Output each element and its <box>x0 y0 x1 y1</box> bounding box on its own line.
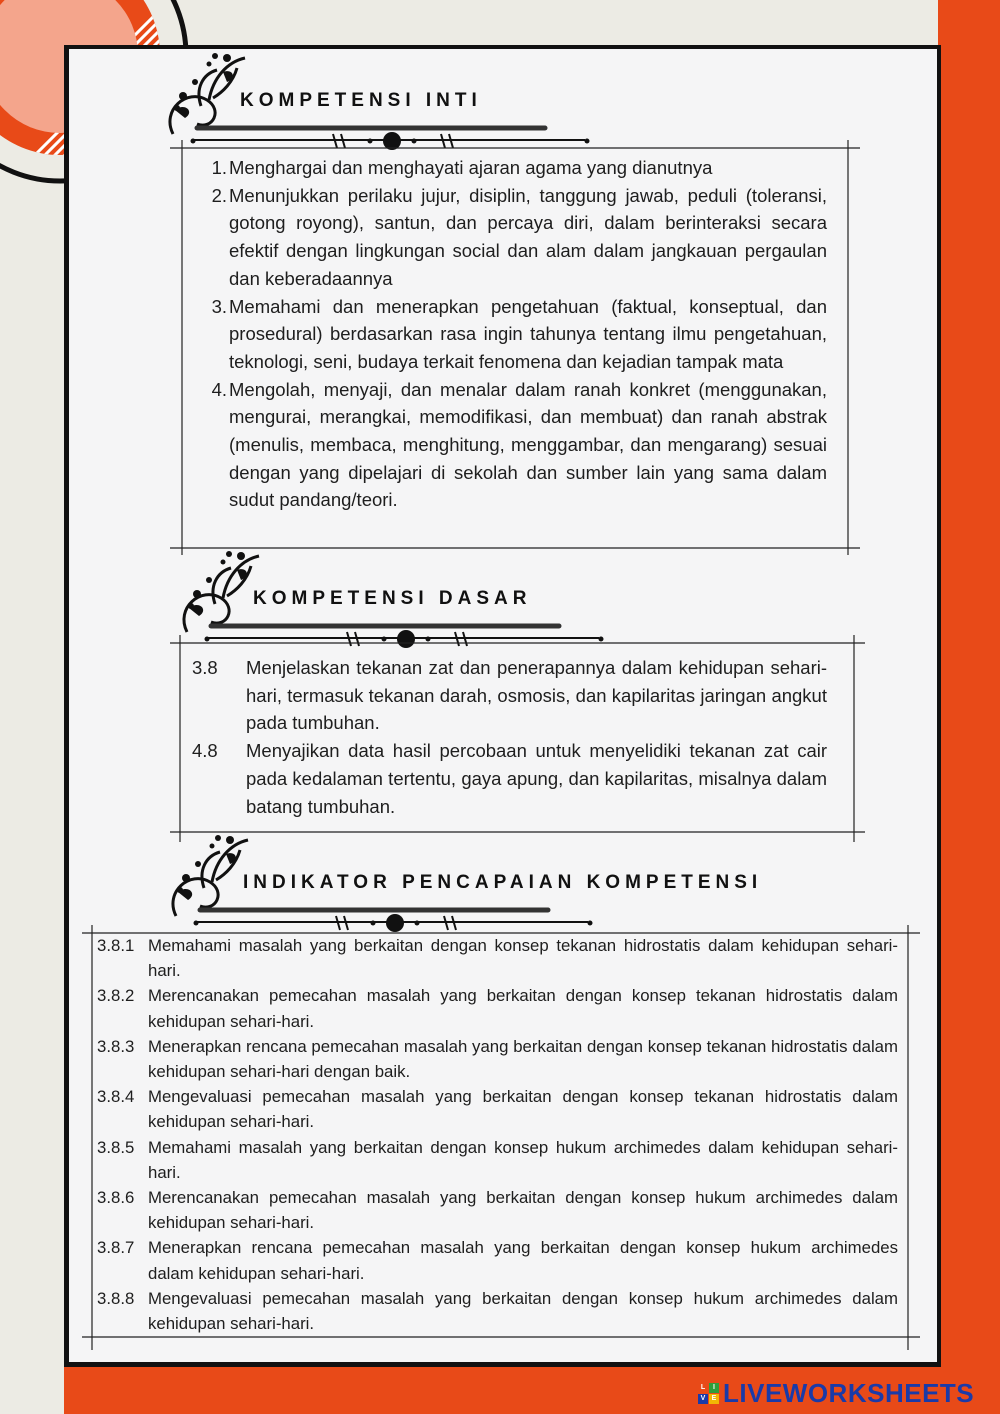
item-text: Menerapkan rencana pemecahan masalah yang berkaitan dengan konsep tekanan hidrostatis dalam kehidupan sehari-hari dengan baik. <box>148 1036 898 1082</box>
item-text: Mengevaluasi pemecahan masalah yang berkaitan dengan konsep tekanan hidrostatis dalam kehidupan sehari-hari. <box>148 1087 898 1132</box>
item-text: Menghargai dan menghayati ajaran agama yang dianutnya <box>229 157 713 178</box>
list-item <box>97 1034 898 1084</box>
item-number: 3.8.1 <box>97 936 135 955</box>
item-number: 3.8.8 <box>97 1288 135 1308</box>
liveworksheets-watermark[interactable] <box>698 1378 974 1408</box>
logo-letter: I <box>709 1383 719 1393</box>
list-item <box>193 293 827 376</box>
item-number: 2. <box>211 184 227 206</box>
heading-kompetensi-inti: KOMPETENSI INTI <box>240 90 482 111</box>
orange-side-bar <box>938 0 1000 1414</box>
list-item <box>193 182 827 293</box>
list-item <box>97 983 898 1033</box>
list-kompetensi-dasar <box>192 654 827 820</box>
list-item <box>97 1084 898 1134</box>
liveworksheets-logo-icon <box>698 1383 719 1404</box>
item-number: 3.8.5 <box>97 1137 135 1157</box>
item-text: Merencanakan pemecahan masalah yang berkaitan dengan konsep tekanan hidrostatis dalam kehidupan sehari-hari. <box>148 986 898 1031</box>
heading-indikator-pencapaian-kompetensi: INDIKATOR PENCAPAIAN KOMPETENSI <box>243 872 763 893</box>
list-item <box>97 1185 898 1235</box>
item-text: Menunjukkan perilaku jujur, disiplin, tanggung jawab, peduli (toleransi, gotong royong), santun, dan percaya diri, dalam berinteraksi secara efektif dengan lingkungan social dan alam dalam jangkauan pergaulan dan keberadaannya <box>229 184 827 289</box>
item-number: 4.8 <box>192 740 218 762</box>
heading-kompetensi-dasar: KOMPETENSI DASAR <box>253 588 532 609</box>
item-text: Mengolah, menyaji, dan menalar dalam ranah konkret (menggunakan, mengurai, merangkai, memodifikasi, dan membuat) dan ranah abstrak (menulis, membaca, menghitung, menggambar, dan mengarang) sesuai dengan yang dipelajari di sekolah dan sumber lain yang sama dalam sudut pandang/teori. <box>229 378 827 511</box>
watermark-text: LIVEWORKSHEETS <box>723 1377 975 1408</box>
list-item <box>97 1235 898 1285</box>
list-item <box>192 654 827 737</box>
item-text: Menerapkan rencana pemecahan masalah yang berkaitan dengan konsep hukum archimedes dalam kehidupan sehari-hari. <box>148 1238 898 1283</box>
logo-letter: E <box>709 1394 719 1404</box>
list-item <box>97 933 898 983</box>
item-text: Merencanakan pemecahan masalah yang berkaitan dengan konsep hukum archimedes dalam kehidupan sehari-hari. <box>148 1188 898 1233</box>
item-number: 3.8.2 <box>97 986 135 1006</box>
list-item <box>97 1135 898 1185</box>
item-number: 3.8.3 <box>97 1036 135 1056</box>
logo-letter: V <box>698 1394 708 1404</box>
list-kompetensi-inti <box>193 154 827 514</box>
item-number: 3.8.4 <box>97 1087 135 1107</box>
item-text: Menyajikan data hasil percobaan untuk menyelidiki tekanan zat cair pada kedalaman tertentu, gaya apung, dan kapilaritas, misalnya dalam batang tumbuhan. <box>246 740 827 817</box>
list-indikator <box>97 933 898 1336</box>
item-text: Memahami masalah yang berkaitan dengan konsep tekanan hidrostatis dalam kehidupan sehari-hari. <box>148 936 898 981</box>
list-item <box>192 737 827 820</box>
item-text: Menjelaskan tekanan zat dan penerapannya dalam kehidupan sehari-hari, termasuk tekanan darah, osmosis, dan kapilaritas jaringan angkut pada tumbuhan. <box>246 657 827 734</box>
item-number: 3.8.6 <box>97 1188 135 1208</box>
item-text: Memahami dan menerapkan pengetahuan (faktual, konseptual, dan prosedural) berdasarkan rasa ingin tahunya tentang ilmu pengetahuan, teknologi, seni, budaya terkait fenomena dan kejadian tampak mata <box>229 295 827 372</box>
list-item <box>193 376 827 515</box>
list-item <box>193 154 827 182</box>
logo-letter: L <box>698 1383 708 1393</box>
item-number: 3.8.7 <box>97 1238 135 1258</box>
item-text: Mengevaluasi pemecahan masalah yang berkaitan dengan konsep hukum archimedes dalam kehidupan sehari-hari. <box>148 1288 898 1334</box>
item-number: 3. <box>211 295 227 317</box>
item-text: Memahami masalah yang berkaitan dengan konsep hukum archimedes dalam kehidupan sehari-hari. <box>148 1137 898 1182</box>
item-number: 4. <box>211 378 227 400</box>
list-item <box>97 1286 898 1336</box>
item-number: 1. <box>211 157 227 178</box>
item-number: 3.8 <box>192 657 218 678</box>
